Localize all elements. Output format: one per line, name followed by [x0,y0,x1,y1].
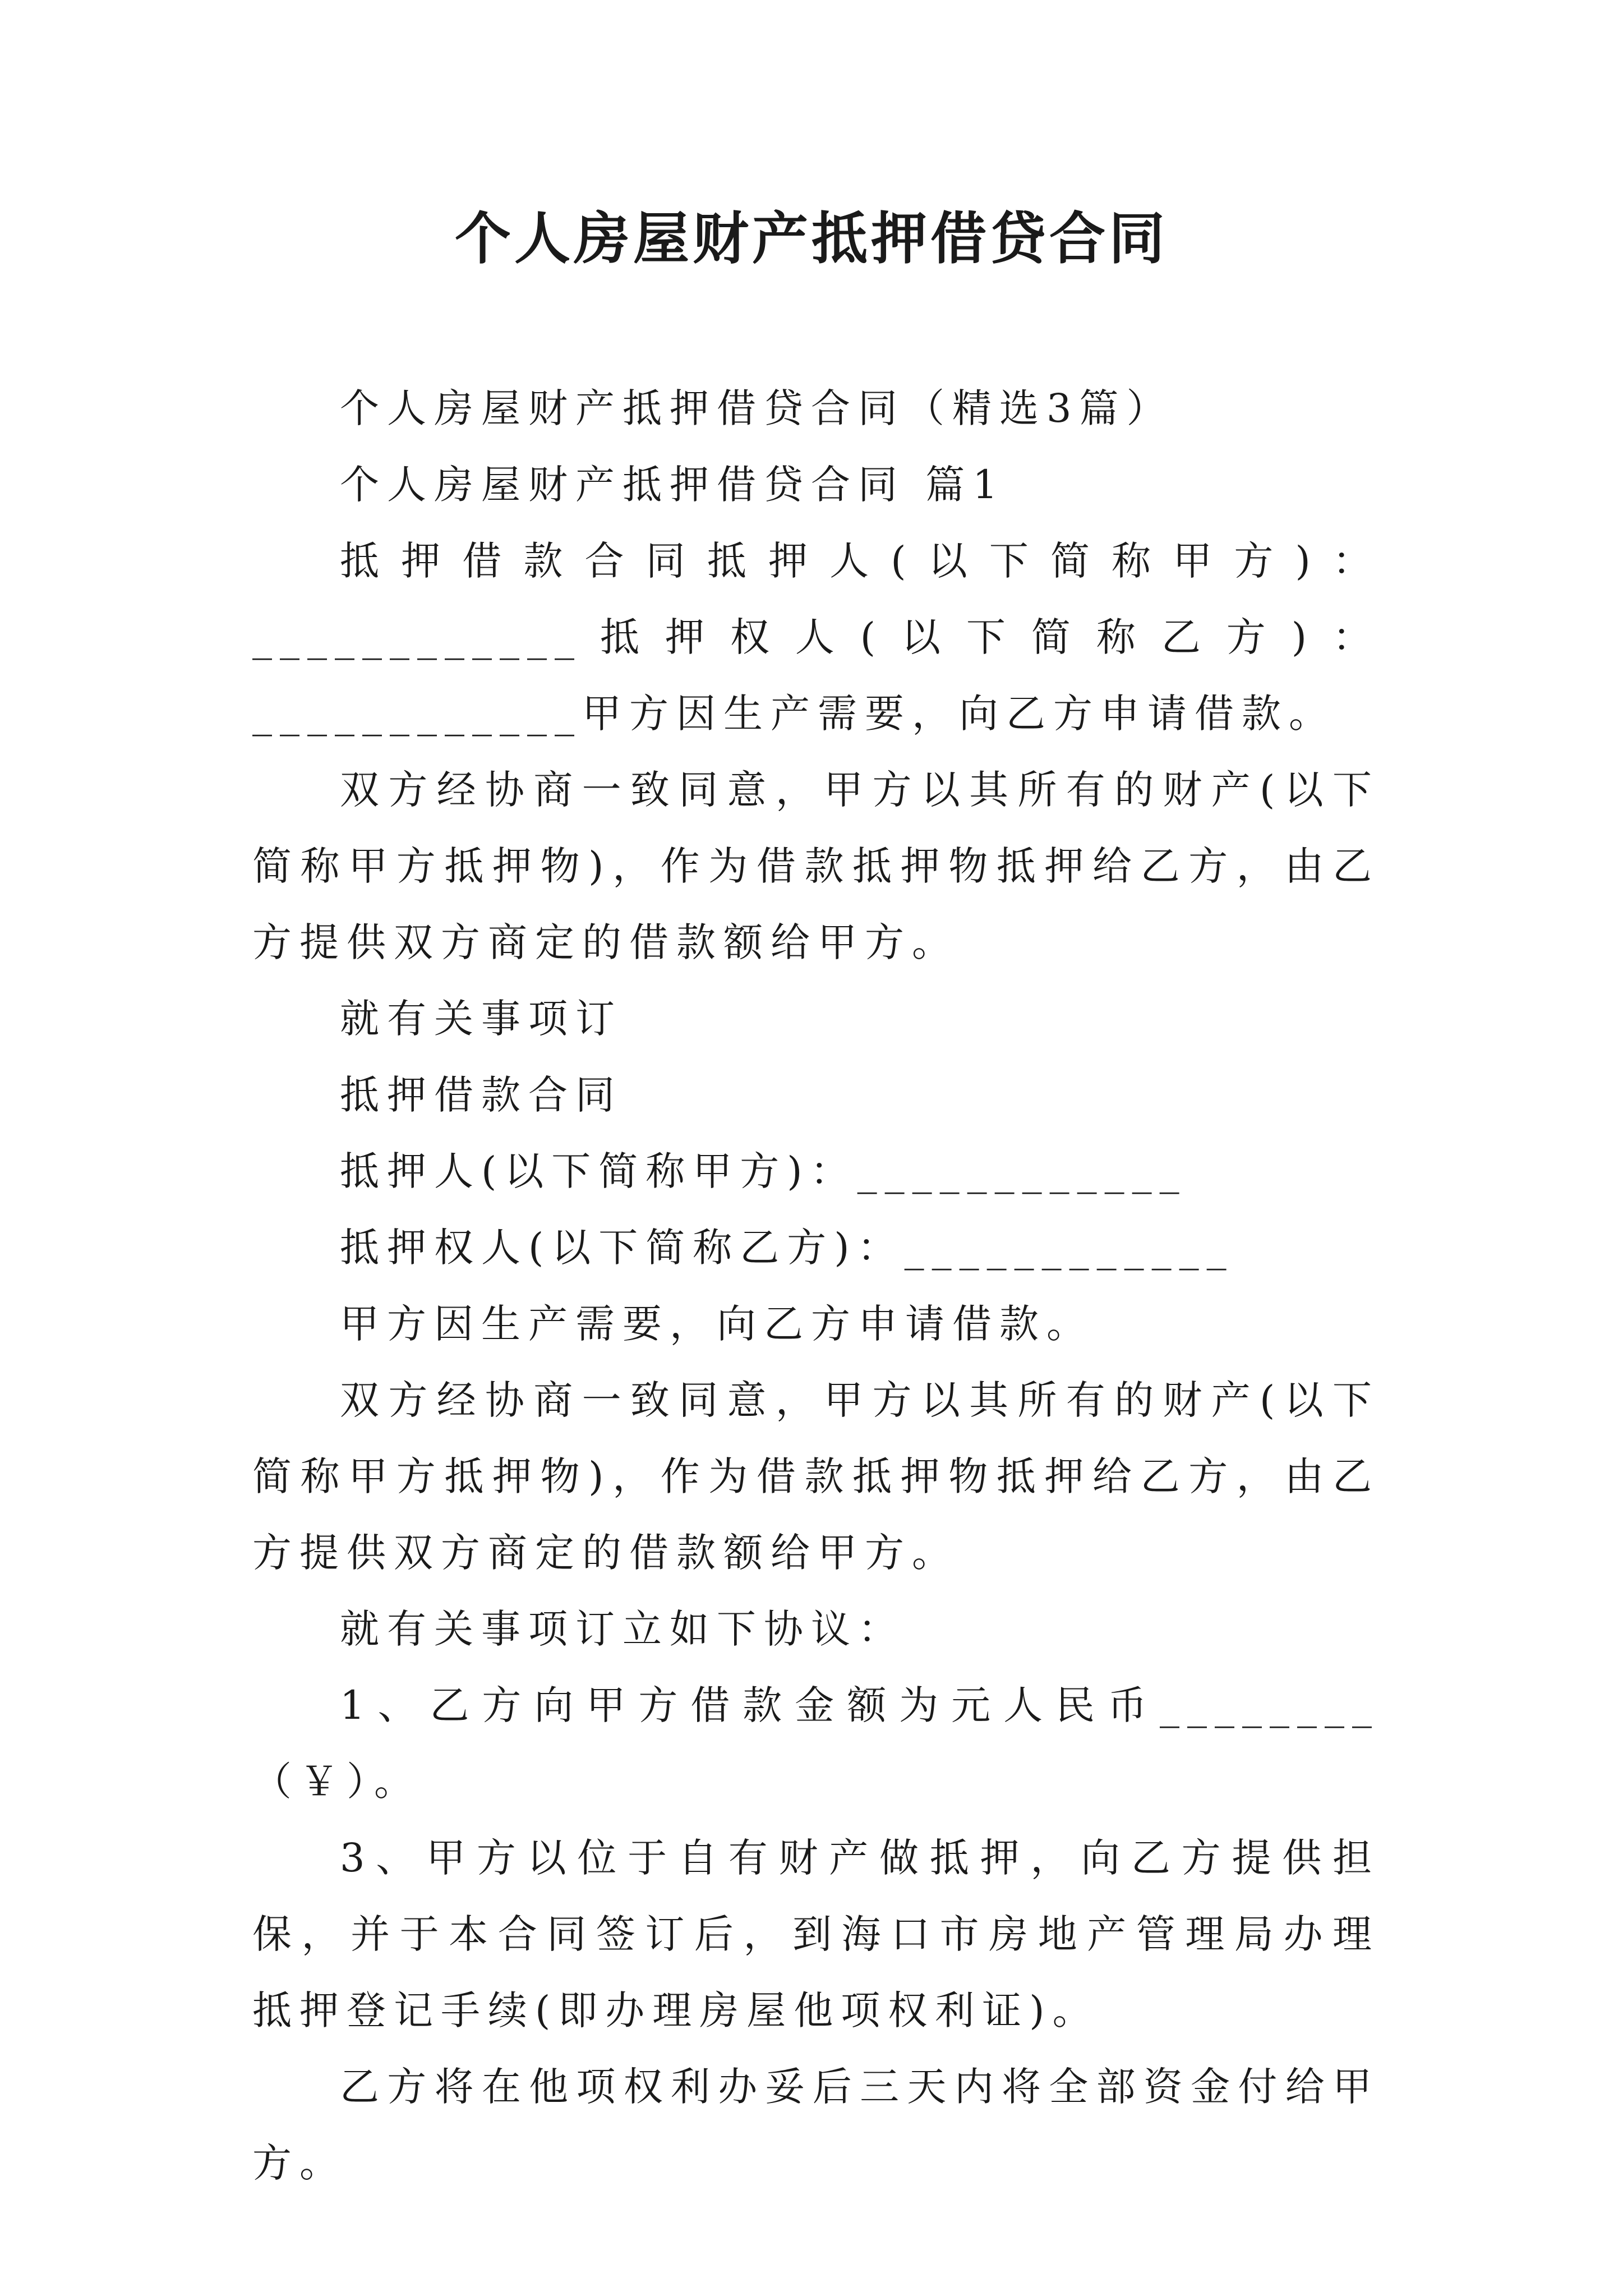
paragraph-mortgagee-line: 抵押权人(以下简称乙方)：____________ [340,1225,1234,1271]
paragraph-contract-label: 抵押借款合同 [340,1072,623,1118]
paragraph-parties-intro: 抵押借款合同抵押人(以下简称甲方)：____________抵押权人(以下简称乙方)：____________甲方因生产需要，向乙方申请借款。 [252,538,1380,737]
paragraph-term-3: 3、甲方以位于自有财产做抵押，向乙方提供担保，并于本合同签订后，到海口市房地产管理局办理抵押登记手续(即办理房屋他项权利证)。 [252,1835,1380,2033]
document-body [252,370,1380,2201]
paragraph-collection-heading: 个人房屋财产抵押借贷合同（精选3篇） [340,385,1174,431]
paragraph-section-heading: 个人房屋财产抵押借贷合同 篇1 [340,462,1006,508]
paragraph-term-1: 1、乙方向甲方借款金额为元人民币________（￥）。 [252,1682,1380,1805]
paragraph-matters: 就有关事项订 [340,996,623,1042]
paragraph-loan-request: 甲方因生产需要，向乙方申请借款。 [340,1301,1094,1347]
paragraph-payment: 乙方将在他项权利办妥后三天内将全部资金付给甲方。 [252,2064,1380,2186]
paragraph-terms-intro: 就有关事项订立如下协议： [340,1606,905,1652]
paragraph-agreement-repeat: 双方经协商一致同意，甲方以其所有的财产(以下简称甲方抵押物)，作为借款抵押物抵押给乙方，由乙方提供双方商定的借款额给甲方。 [252,1377,1380,1576]
document-title: 个人房屋财产抵押借贷合同 [455,205,1168,272]
paragraph-mortgagor-line: 抵押人(以下简称甲方)：____________ [340,1148,1187,1194]
paragraph-agreement-intro: 双方经协商一致同意，甲方以其所有的财产(以下简称甲方抵押物)，作为借款抵押物抵押给乙方，由乙方提供双方商定的借款额给甲方。 [252,767,1380,965]
